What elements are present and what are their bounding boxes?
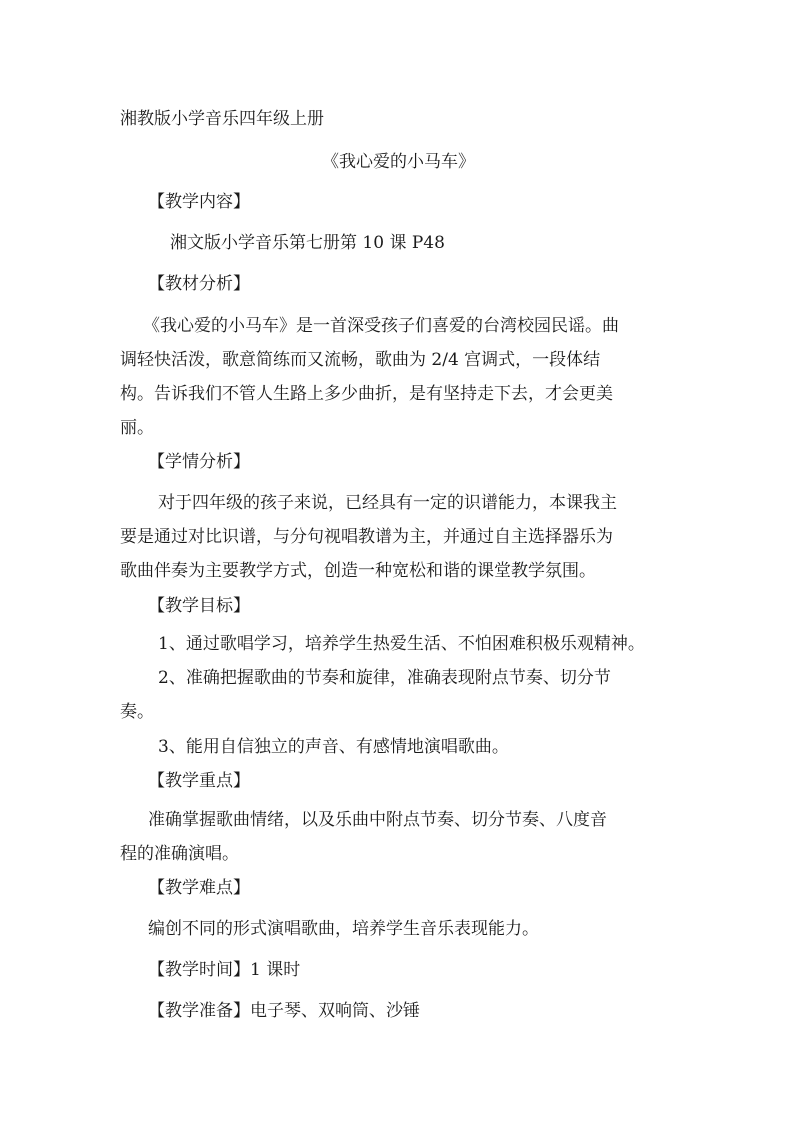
prep-text: 电子琴、双响筒、沙锤 — [250, 1001, 420, 1021]
goals-line-2: 2、准确把握歌曲的节奏和旋律，准确表现附点节奏、切分节 — [158, 668, 611, 688]
learner-line-1: 对于四年级的孩子来说，已经具有一定的识谱能力，本课我主 — [158, 493, 617, 513]
prep-row — [148, 1000, 420, 1022]
difficulty-text: 编创不同的形式演唱歌曲，培养学生音乐表现能力。 — [148, 919, 539, 939]
section-heading-goals: 【教学目标】 — [148, 596, 250, 616]
section-heading-learner: 【学情分析】 — [148, 452, 250, 472]
goals-line-4: 3、能用自信独立的声音、有感情地演唱歌曲。 — [158, 737, 509, 757]
goals-line-3: 奏。 — [120, 702, 154, 722]
learner-line-2: 要是通过对比识谱，与分句视唱教谱为主，并通过自主选择器乐为 — [120, 527, 613, 547]
section-heading-content: 【教学内容】 — [148, 192, 250, 212]
section-heading-prep: 【教学准备】 — [148, 1001, 250, 1021]
time-text: 1 课时 — [250, 960, 301, 980]
goals-line-1: 1、通过歌唱学习，培养学生热爱生活、不怕困难积极乐观精神。 — [158, 634, 645, 654]
analysis-line-1: 《我心爱的小马车》是一首深受孩子们喜爱的台湾校园民谣。曲 — [143, 316, 619, 336]
key-line-1: 准确掌握歌曲情绪，以及乐曲中附点节奏、切分节奏、八度音 — [148, 810, 607, 830]
key-line-2: 程的准确演唱。 — [120, 844, 239, 864]
document-header: 湘教版小学音乐四年级上册 — [120, 109, 324, 129]
document-title: 《我心爱的小马车》 — [322, 152, 475, 172]
section-heading-time: 【教学时间】 — [148, 960, 250, 980]
analysis-line-3: 构。告诉我们不管人生路上多少曲折，是有坚持走下去，才会更美 — [120, 384, 613, 404]
section-heading-analysis: 【教材分析】 — [148, 274, 250, 294]
time-row — [148, 959, 300, 981]
section-heading-difficulty: 【教学难点】 — [148, 878, 250, 898]
learner-line-3: 歌曲伴奏为主要教学方式，创造一种宽松和谐的课堂教学氛围。 — [120, 561, 596, 581]
analysis-line-4: 丽。 — [120, 418, 154, 438]
analysis-line-2: 调轻快活泼，歌意简练而又流畅，歌曲为 2/4 宫调式，一段体结 — [120, 350, 601, 370]
section-heading-key: 【教学重点】 — [148, 771, 250, 791]
content-text: 湘文版小学音乐第七册第 10 课 P48 — [170, 233, 445, 253]
